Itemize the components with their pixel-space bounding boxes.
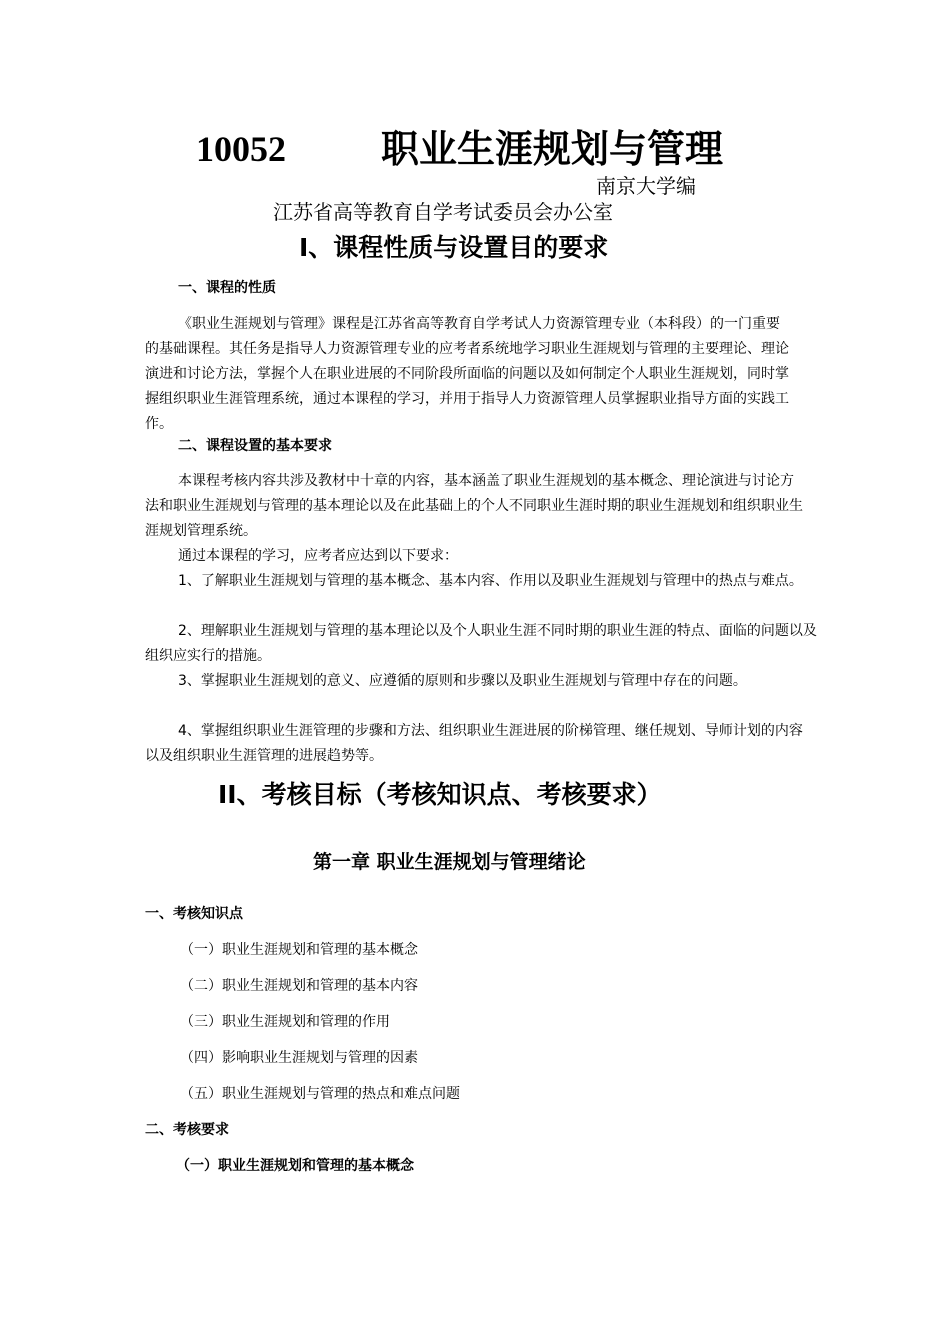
course-nature-paragraph: 《职业生涯规划与管理》课程是江苏省高等教育自学考试人力资源管理专业（本科段）的一门重要的基础课程。其任务是指导人力资源管理专业的应考者系统地学习职业生涯规划与管理的主要理论、理论演进和讨论方法，掌握个人在职业进展的不同阶段所面临的问题以及如何制定个人职业生涯规划，同时掌握组织职业生涯管理系统，通过本课程的学习，并用于指导人力资源管理人员掌握职业指导方面的实践工作。 xyxy=(145,316,789,432)
requirement-item: 2、理解职业生涯规划与管理的基本理论以及个人职业生涯不同时期的职业生涯的特点、面临的问题以及组织应实行的措施。 xyxy=(145,623,817,664)
course-title: 职业生涯规划与管理 xyxy=(381,127,724,171)
requirements-intro: 通过本课程的学习，应考者应达到以下要求： xyxy=(178,548,458,564)
exam-requirements-heading: 二、考核要求 xyxy=(145,1122,229,1138)
basic-requirements-paragraph: 本课程考核内容共涉及教材中十章的内容，基本涵盖了职业生涯规划的基本概念、理论演进与讨论方法和职业生涯规划与管理的基本理论以及在此基础上的个人不同职业生涯时期的职业生涯规划和组织职业生涯规划管理系统。 xyxy=(145,473,803,539)
requirement-item: 1、了解职业生涯规划与管理的基本概念、基本内容、作用以及职业生涯规划与管理中的热点与难点。 xyxy=(178,573,803,589)
section-1-heading: I、课程性质与设置目的要求 xyxy=(299,233,609,262)
knowledge-point-item: （四）影响职业生涯规划与管理的因素 xyxy=(180,1050,418,1066)
office-line: 江苏省高等教育自学考试委员会办公室 xyxy=(273,200,613,224)
chapter-title: 第一章 职业生涯规划与管理绪论 xyxy=(313,851,586,873)
knowledge-point-item: （二）职业生涯规划和管理的基本内容 xyxy=(180,978,418,994)
knowledge-point-item: （五）职业生涯规划与管理的热点和难点问题 xyxy=(180,1086,460,1102)
subsection-course-nature: 一、课程的性质 xyxy=(178,280,276,296)
knowledge-point-item: （一）职业生涯规划和管理的基本概念 xyxy=(180,942,418,958)
section-2-heading: II、考核目标（考核知识点、考核要求） xyxy=(218,780,662,809)
course-code: 10052 xyxy=(196,129,286,169)
editor-line: 南京大学编 xyxy=(596,174,696,198)
subsection-basic-requirements: 二、课程设置的基本要求 xyxy=(178,438,332,454)
knowledge-points-heading: 一、考核知识点 xyxy=(145,906,243,922)
exam-requirements-subheading: （一）职业生涯规划和管理的基本概念 xyxy=(176,1158,414,1174)
requirement-item: 4、掌握组织职业生涯管理的步骤和方法、组织职业生涯进展的阶梯管理、继任规划、导师计划的内容以及组织职业生涯管理的进展趋势等。 xyxy=(145,723,803,764)
knowledge-point-item: （三）职业生涯规划和管理的作用 xyxy=(180,1014,390,1030)
requirement-item: 3、掌握职业生涯规划的意义、应遵循的原则和步骤以及职业生涯规划与管理中存在的问题。 xyxy=(178,673,747,689)
